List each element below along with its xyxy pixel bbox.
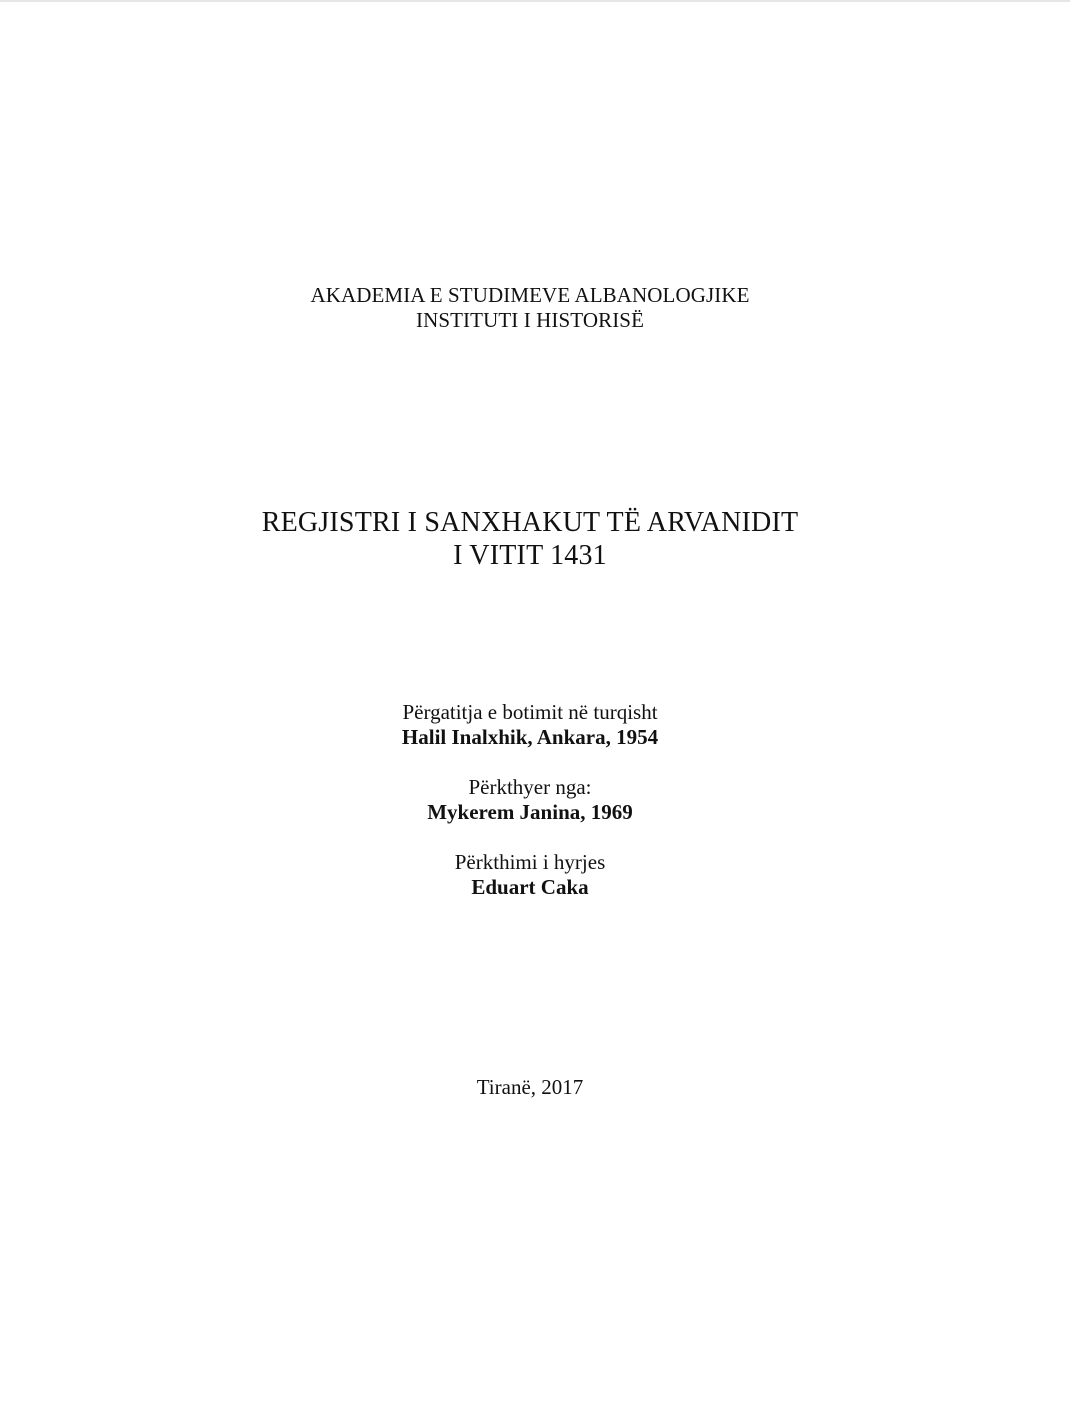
- book-title-line-1: REGJISTRI I SANXHAKUT TË ARVANIDIT: [261, 507, 799, 538]
- credit-label-translator: Përkthyer nga:: [468, 775, 592, 799]
- credit-label-introduction-translation: Përkthimi i hyrjes: [454, 850, 606, 874]
- imprint-place-year: Tiranë, 2017: [476, 1075, 584, 1099]
- institute-name: INSTITUTI I HISTORISË: [415, 308, 645, 332]
- book-title-line-2: I VITIT 1431: [453, 540, 607, 571]
- credit-value-introduction-translation: Eduart Caka: [471, 875, 589, 899]
- credit-value-turkish-edition: Halil Inalxhik, Ankara, 1954: [401, 725, 659, 749]
- credit-label-turkish-edition: Përgatitja e botimit në turqisht: [402, 700, 658, 724]
- credit-value-translator: Mykerem Janina, 1969: [427, 800, 633, 824]
- academy-name: AKADEMIA E STUDIMEVE ALBANOLOGJIKE: [310, 283, 750, 307]
